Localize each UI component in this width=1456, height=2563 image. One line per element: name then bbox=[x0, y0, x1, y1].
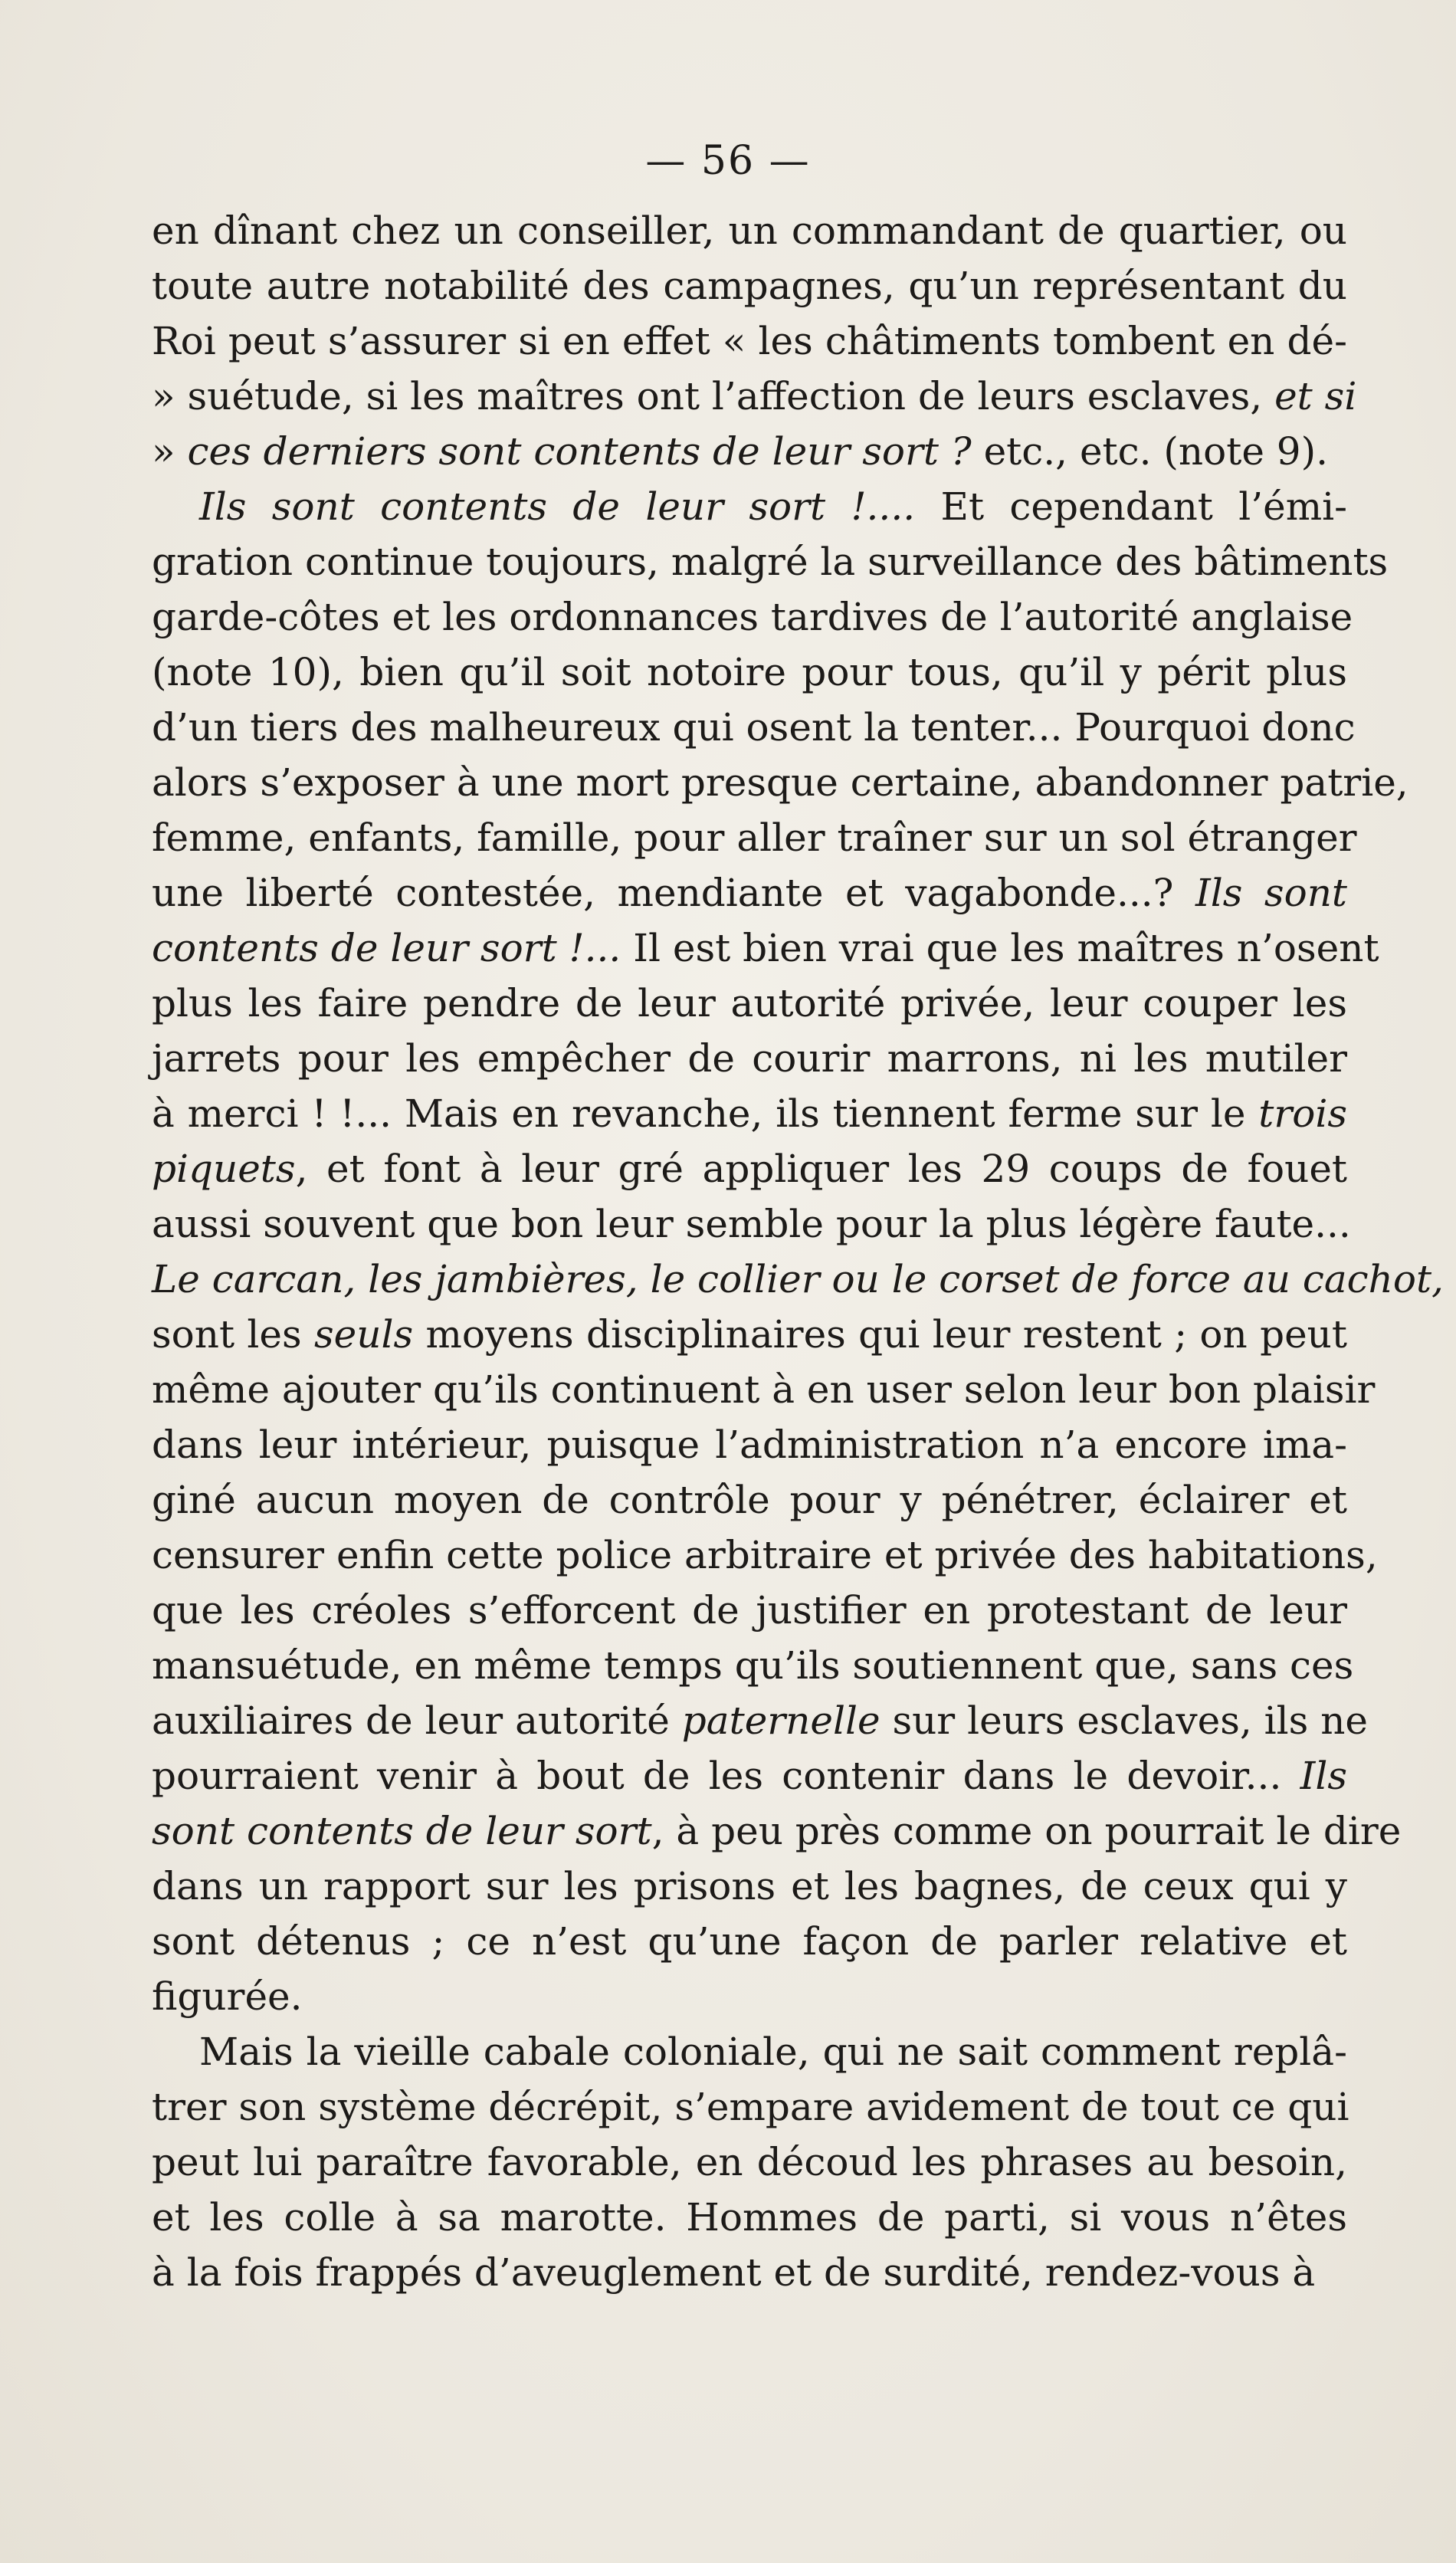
italic-text: sont contents de leur sort bbox=[152, 1809, 652, 1853]
text-line bbox=[152, 534, 1389, 589]
text-line bbox=[152, 258, 1347, 313]
italic-text: trois bbox=[1258, 1091, 1347, 1136]
text-line bbox=[152, 2190, 1347, 2245]
text-line bbox=[152, 1528, 1378, 1583]
text-segment: Mais la vieille cabale coloniale, qui ne sait comment replâ- bbox=[199, 2030, 1347, 2074]
text-line bbox=[152, 1141, 1347, 1196]
text-line bbox=[152, 1969, 1347, 2024]
text-segment: alors s’exposer à une mort presque certaine, abandonner patrie, bbox=[152, 760, 1408, 805]
text-line bbox=[152, 203, 1347, 258]
text-segment: dans leur intérieur, puisque l’administration n’a encore ima- bbox=[152, 1423, 1347, 1467]
text-segment: moyens disciplinaires qui leur restent ; on peut bbox=[413, 1312, 1347, 1357]
text-line bbox=[152, 2079, 1347, 2135]
page-number: — 56 — bbox=[645, 138, 811, 184]
text-line bbox=[152, 1031, 1347, 1086]
text-segment: etc., etc. (note 9). bbox=[971, 429, 1329, 474]
text-line bbox=[152, 1748, 1347, 1803]
text-line bbox=[152, 1638, 1354, 1693]
text-line bbox=[152, 1417, 1347, 1472]
text-segment: figurée. bbox=[152, 1974, 303, 2019]
text-segment: dans un rapport sur les prisons et les bagnes, de ceux qui y bbox=[152, 1864, 1347, 1908]
text-segment: » bbox=[152, 429, 188, 474]
text-segment: trer son système décrépit, s’empare avidement de tout ce qui bbox=[152, 2085, 1349, 2129]
italic-text: et si bbox=[1274, 374, 1357, 418]
text-segment: toute autre notabilité des campagnes, qu’un représentant du bbox=[152, 264, 1347, 308]
text-line bbox=[152, 2024, 1347, 2079]
italic-text: ces derniers sont contents de leur sort ? bbox=[187, 429, 972, 474]
text-segment: Roi peut s’assurer si en effet « les châtiments tombent en dé- bbox=[152, 319, 1347, 363]
text-segment: censurer enfin cette police arbitraire et privée des habitations, bbox=[152, 1533, 1378, 1577]
text-segment: Il est bien vrai que les maîtres n’osent bbox=[621, 926, 1379, 970]
text-segment: » suétude, si les maîtres ont l’affection de leurs esclaves, bbox=[152, 374, 1275, 418]
text-segment: aussi souvent que bon leur semble pour la plus légère faute... bbox=[152, 1202, 1351, 1246]
text-line bbox=[152, 1583, 1347, 1638]
text-segment: une liberté contestée, mendiante et vagabonde...? bbox=[152, 871, 1195, 915]
text-segment: pourraient venir à bout de les contenir dans le devoir... bbox=[152, 1754, 1300, 1798]
text-segment: sont détenus ; ce n’est qu’une façon de parler relative et bbox=[152, 1919, 1347, 1964]
italic-text: Ils bbox=[1300, 1754, 1347, 1798]
text-line bbox=[152, 755, 1408, 810]
text-line bbox=[152, 313, 1347, 369]
text-line bbox=[152, 479, 1347, 534]
text-segment: et les colle à sa marotte. Hommes de parti, si vous n’êtes bbox=[152, 2195, 1347, 2240]
body-text bbox=[152, 203, 1444, 2300]
text-line bbox=[152, 865, 1347, 921]
text-segment: auxiliaires de leur autorité bbox=[152, 1698, 682, 1743]
text-segment: sont les bbox=[152, 1312, 314, 1357]
text-line bbox=[152, 2245, 1347, 2300]
text-segment: giné aucun moyen de contrôle pour y pénétrer, éclairer et bbox=[152, 1478, 1347, 1522]
text-line bbox=[152, 810, 1357, 865]
text-segment: à merci ! !... Mais en revanche, ils tiennent ferme sur le bbox=[152, 1091, 1259, 1136]
italic-text: paternelle bbox=[681, 1698, 880, 1743]
italic-text: Ils sont bbox=[1195, 871, 1347, 915]
text-line bbox=[152, 1803, 1402, 1859]
text-line bbox=[152, 1362, 1376, 1417]
text-line bbox=[152, 700, 1356, 755]
text-line bbox=[152, 589, 1353, 645]
text-segment: gration continue toujours, malgré la surveillance des bâtiments bbox=[152, 540, 1389, 584]
text-line bbox=[152, 2135, 1347, 2190]
italic-text: seuls bbox=[314, 1312, 414, 1357]
text-segment: , et font à leur gré appliquer les 29 coups de fouet bbox=[295, 1147, 1347, 1191]
text-line bbox=[152, 1252, 1444, 1307]
text-segment: d’un tiers des malheureux qui osent la tenter... Pourquoi donc bbox=[152, 705, 1356, 750]
text-segment: en dînant chez un conseiller, un commandant de quartier, ou bbox=[152, 208, 1347, 253]
text-segment: à la fois frappés d’aveuglement et de surdité, rendez-vous à bbox=[152, 2250, 1316, 2295]
text-line bbox=[152, 369, 1357, 424]
text-line bbox=[152, 921, 1379, 976]
text-line bbox=[152, 424, 1347, 479]
text-line bbox=[152, 1086, 1347, 1141]
text-segment: que les créoles s’efforcent de justifier en protestant de leur bbox=[152, 1588, 1347, 1633]
italic-text: contents de leur sort !... bbox=[152, 926, 621, 970]
text-line bbox=[152, 1307, 1347, 1362]
text-line bbox=[152, 1859, 1347, 1914]
italic-text: Ils sont contents de leur sort !.... bbox=[199, 484, 916, 529]
text-line bbox=[152, 1472, 1347, 1528]
text-segment: même ajouter qu’ils continuent à en user selon leur bon plaisir bbox=[152, 1367, 1376, 1412]
text-segment: garde-côtes et les ordonnances tardives de l’autorité anglaise bbox=[152, 595, 1353, 639]
text-line bbox=[152, 1196, 1351, 1252]
text-segment: jarrets pour les empêcher de courir marrons, ni les mutiler bbox=[152, 1036, 1347, 1081]
text-segment: (note 10), bien qu’il soit notoire pour tous, qu’il y périt plus bbox=[152, 650, 1347, 694]
italic-text: Le carcan, les jambières, le collier ou le corset de force au cachot, bbox=[152, 1257, 1444, 1301]
text-segment: plus les faire pendre de leur autorité privée, leur couper les bbox=[152, 981, 1347, 1026]
italic-text: piquets bbox=[152, 1147, 296, 1191]
text-segment: peut lui paraître favorable, en découd les phrases au besoin, bbox=[152, 2140, 1347, 2184]
text-segment: Et cependant l’émi- bbox=[915, 484, 1347, 529]
text-segment: , à peu près comme on pourrait le dire bbox=[651, 1809, 1402, 1853]
text-line bbox=[152, 976, 1347, 1031]
text-line bbox=[152, 1914, 1347, 1969]
text-line bbox=[152, 645, 1347, 700]
text-segment: mansuétude, en même temps qu’ils soutiennent que, sans ces bbox=[152, 1643, 1354, 1688]
text-segment: femme, enfants, famille, pour aller traîner sur un sol étranger bbox=[152, 816, 1357, 860]
text-segment: sur leurs esclaves, ils ne bbox=[880, 1698, 1368, 1743]
text-line bbox=[152, 1693, 1368, 1748]
